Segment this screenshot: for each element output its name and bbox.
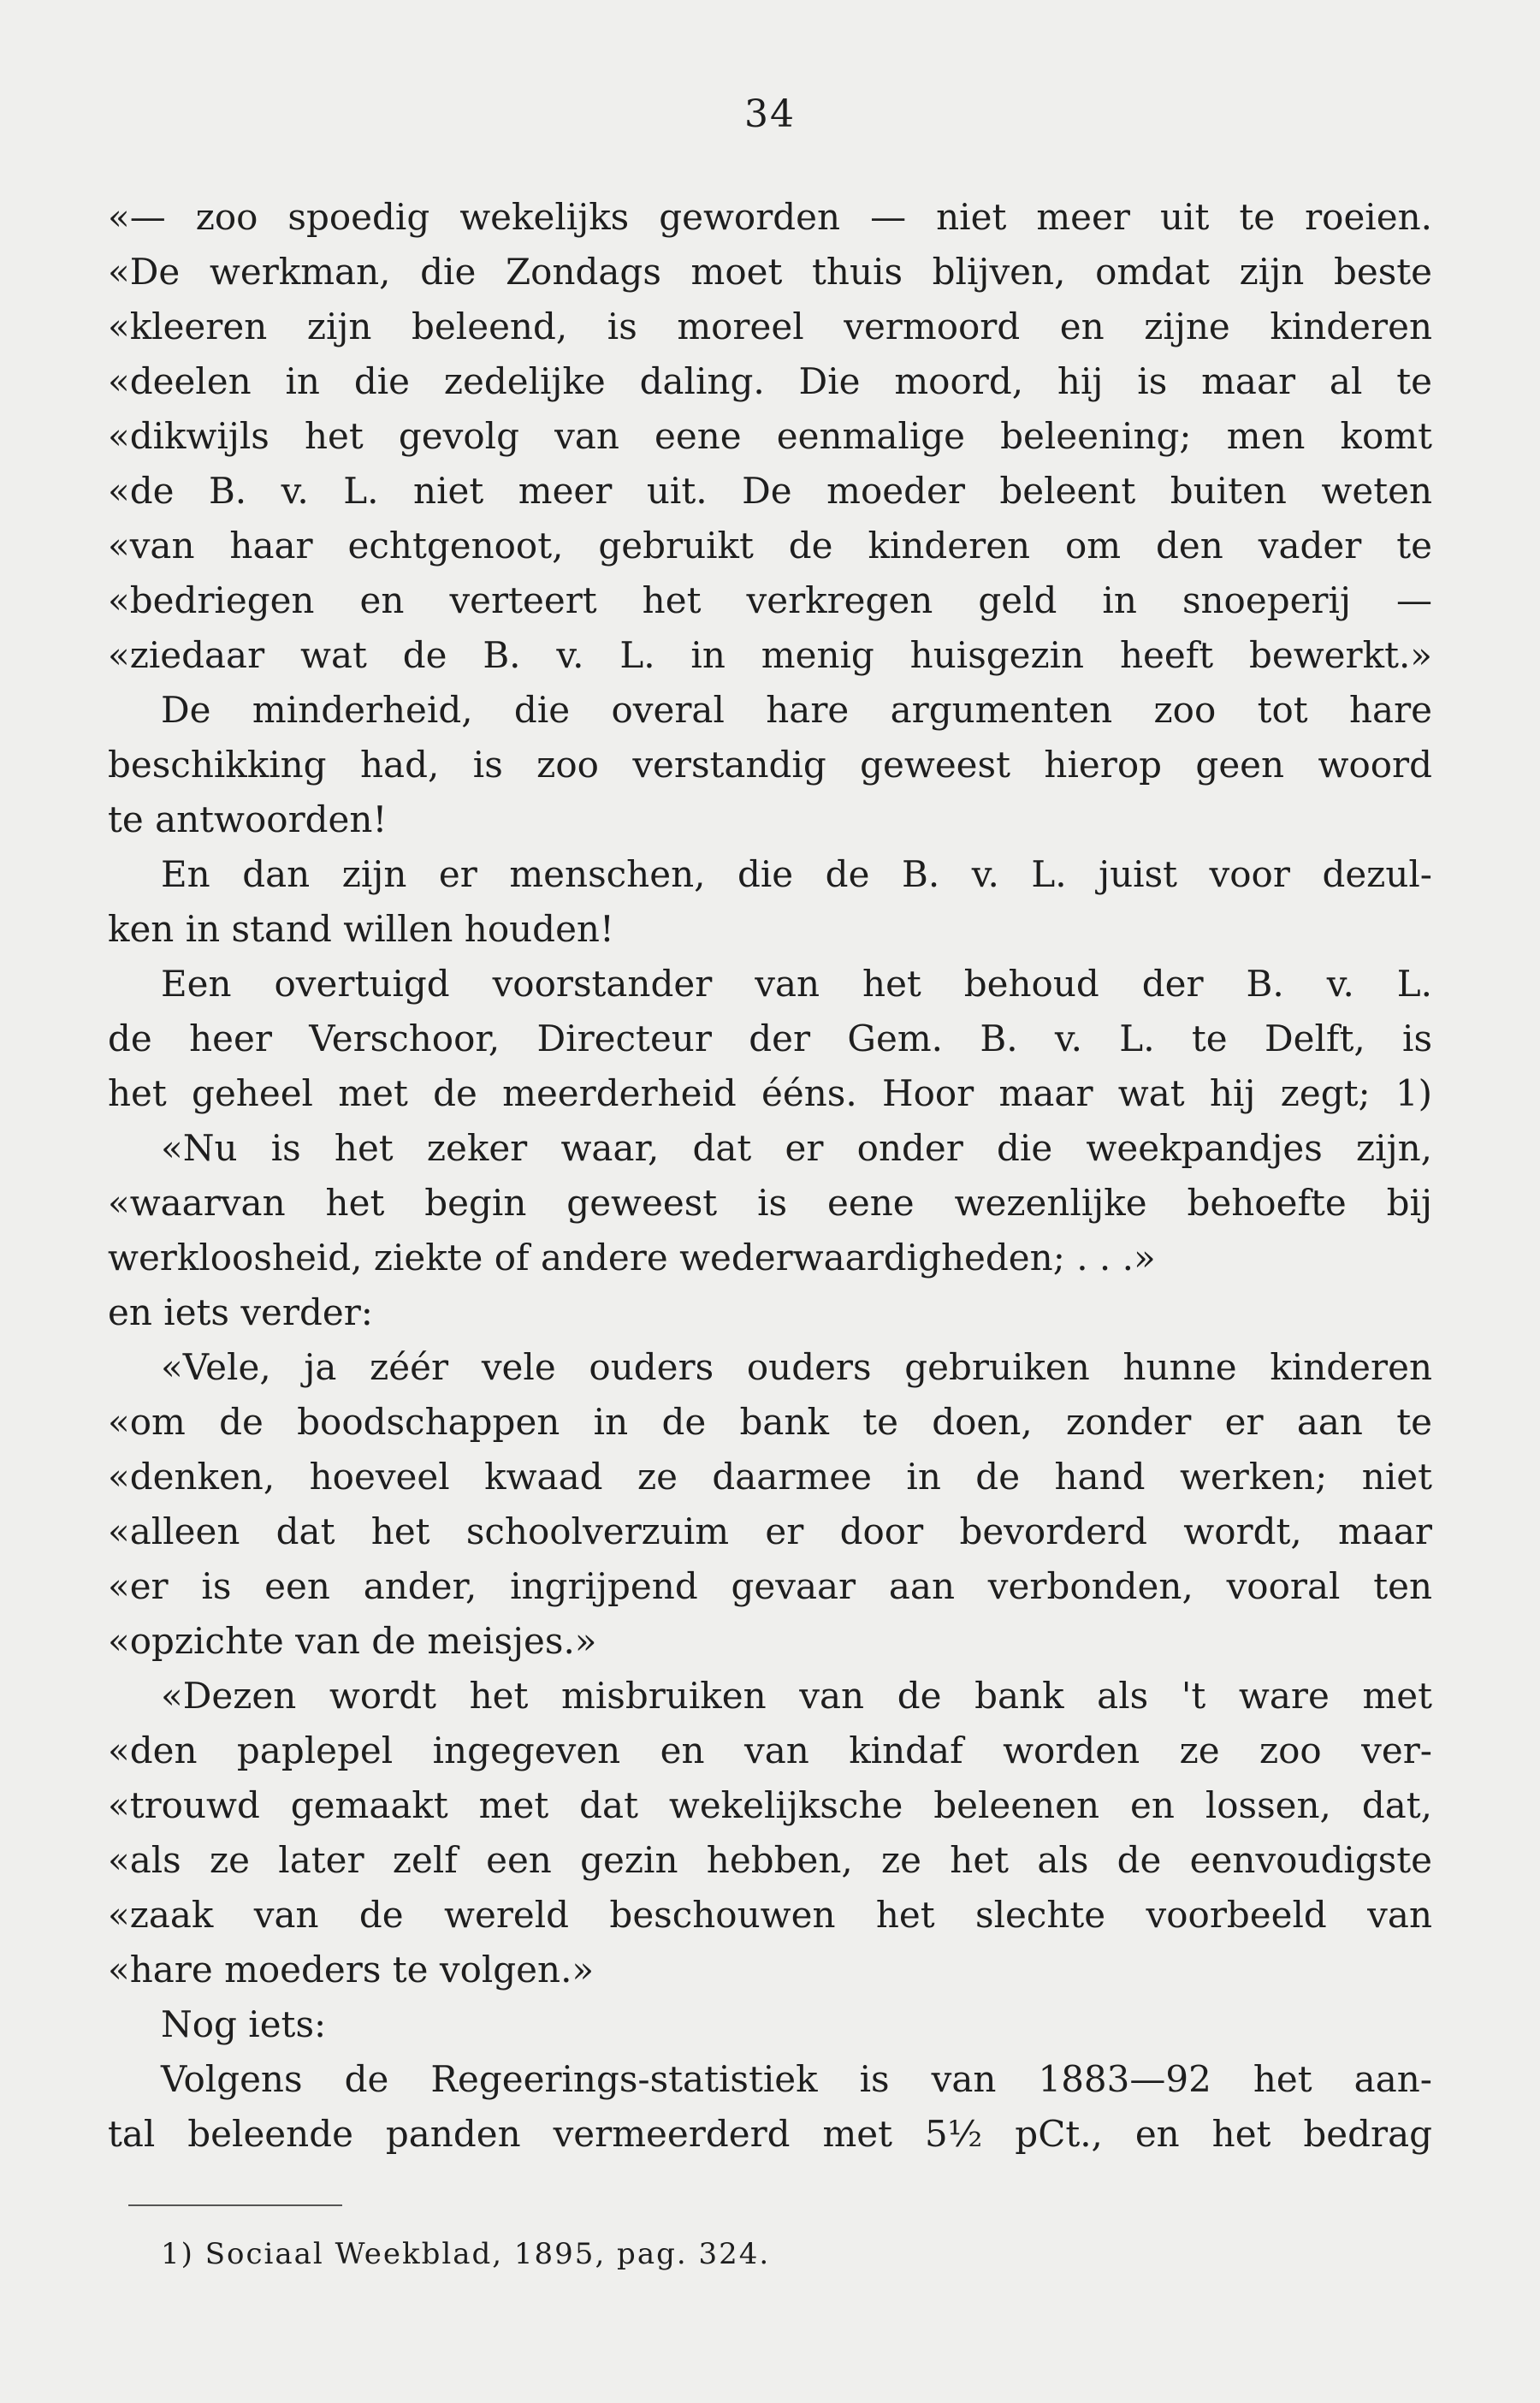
text-line: «alleen dat het schoolverzuim er door bevorderd wordt, maar — [108, 1510, 1432, 1552]
text-line: beschikking had, is zoo verstandig geweest hierop geen woord — [108, 744, 1432, 786]
text-line: Volgens de Regeerings-statistiek is van 1883—92 het aan- — [161, 2058, 1432, 2100]
text-line: «Nu is het zeker waar, dat er onder die weekpandjes zijn, — [161, 1127, 1432, 1169]
page-number: 34 — [744, 92, 796, 136]
text-line: De minderheid, die overal hare argumenten zoo tot hare — [161, 689, 1432, 731]
text-line: de heer Verschoor, Directeur der Gem. B. v. L. te Delft, is — [108, 1018, 1432, 1059]
text-line: «Dezen wordt het misbruiken van de bank als 't ware met — [161, 1675, 1432, 1717]
text-line: «van haar echtgenoot, gebruikt de kinderen om den vader te — [108, 525, 1432, 567]
text-line: «den paplepel ingegeven en van kindaf worden ze zoo ver- — [108, 1730, 1432, 1771]
text-line: tal beleende panden vermeerderd met 5½ pCt., en het bedrag — [108, 2113, 1432, 2155]
text-line: «— zoo spoedig wekelijks geworden — niet meer uit te roeien. — [108, 196, 1432, 238]
body-text — [108, 190, 1432, 2162]
footnote-divider — [128, 2204, 342, 2206]
text-line: «bedriegen en verteert het verkregen geld in snoeperij — — [108, 579, 1432, 621]
text-line: En dan zijn er menschen, die de B. v. L. juist voor dezul- — [161, 853, 1432, 895]
text-line: Nog iets: — [161, 2003, 327, 2045]
text-line: «om de boodschappen in de bank te doen, zonder er aan te — [108, 1401, 1432, 1443]
text-line: «als ze later zelf een gezin hebben, ze het als de eenvoudigste — [108, 1839, 1432, 1881]
text-line: «trouwd gemaakt met dat wekelijksche beleenen en lossen, dat, — [108, 1784, 1432, 1826]
text-line: «hare moeders te volgen.» — [108, 1949, 595, 1991]
text-line: en iets verder: — [108, 1291, 373, 1333]
text-line: «waarvan het begin geweest is eene wezenlijke behoefte bij — [108, 1182, 1432, 1224]
text-line: werkloosheid, ziekte of andere wederwaardigheden; . . .» — [108, 1237, 1156, 1279]
text-line: «dikwijls het gevolg van eene eenmalige beleening; men komt — [108, 415, 1432, 457]
footnote: 1) Sociaal Weekblad, 1895, pag. 324. — [161, 2237, 771, 2271]
text-line: het geheel met de meerderheid ééns. Hoor maar wat hij zegt; 1) — [108, 1072, 1432, 1114]
text-line: «kleeren zijn beleend, is moreel vermoord en zijne kinderen — [108, 306, 1432, 347]
text-line: «denken, hoeveel kwaad ze daarmee in de hand werken; niet — [108, 1456, 1432, 1498]
text-line: «deelen in die zedelijke daling. Die moord, hij is maar al te — [108, 360, 1432, 402]
text-line: te antwoorden! — [108, 798, 388, 840]
text-line: «opzichte van de meisjes.» — [108, 1620, 597, 1662]
text-line: Een overtuigd voorstander van het behoud der B. v. L. — [161, 963, 1432, 1005]
text-line: «De werkman, die Zondags moet thuis blijven, omdat zijn beste — [108, 251, 1432, 293]
text-line: «ziedaar wat de B. v. L. in menig huisgezin heeft bewerkt.» — [108, 634, 1432, 676]
text-line: «de B. v. L. niet meer uit. De moeder beleent buiten weten — [108, 470, 1432, 512]
text-line: «er is een ander, ingrijpend gevaar aan verbonden, vooral ten — [108, 1565, 1432, 1607]
text-line: ken in stand willen houden! — [108, 908, 614, 950]
text-line: «Vele, ja zéér vele ouders ouders gebruiken hunne kinderen — [161, 1346, 1432, 1388]
text-line: «zaak van de wereld beschouwen het slechte voorbeeld van — [108, 1894, 1432, 1936]
